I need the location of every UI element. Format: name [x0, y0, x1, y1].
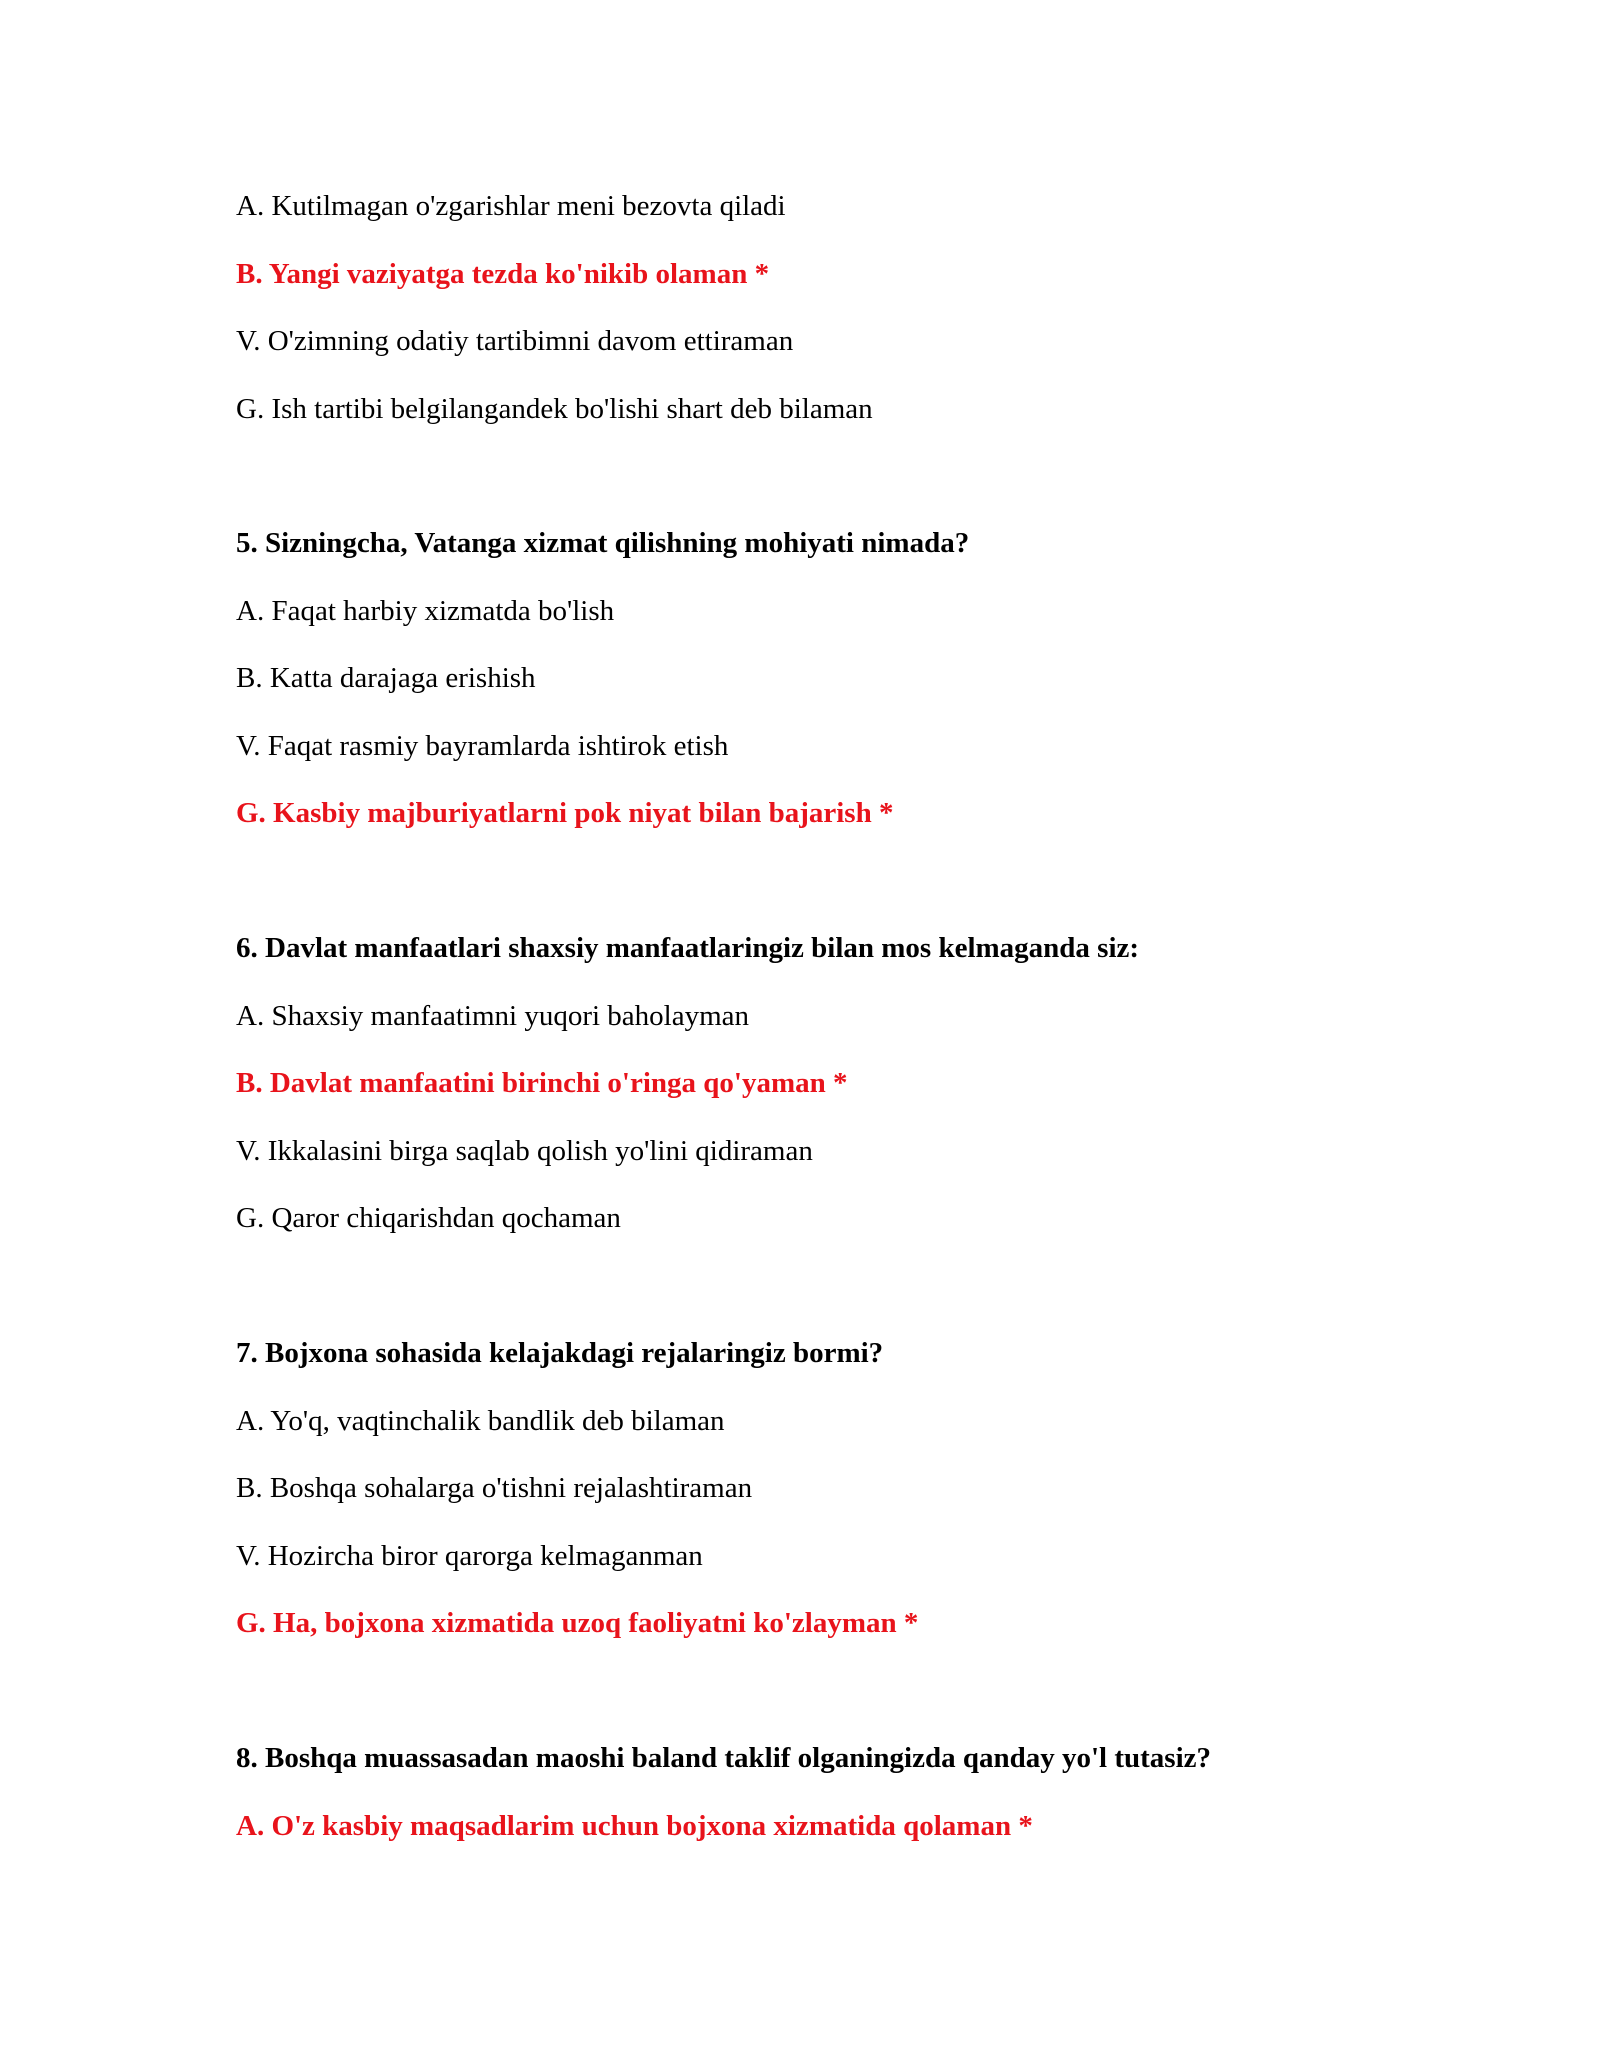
q5-option-g: G. Kasbiy majburiyatlarni pok niyat bilan bajarish * [236, 797, 894, 829]
q6-option-v: V. Ikkalasini birga saqlab qolish yo'lini qidiraman [236, 1135, 813, 1167]
q4-option-b: B. Yangi vaziyatga tezda ko'nikib olaman * [236, 258, 770, 290]
q5-question: 5. Sizningcha, Vatanga xizmat qilishning mohiyati nimada? [236, 527, 970, 559]
q6-option-g: G. Qaror chiqarishdan qochaman [236, 1202, 621, 1234]
q6-option-a: A. Shaxsiy manfaatimni yuqori baholayman [236, 1000, 750, 1032]
q4-option-v: V. O'zimning odatiy tartibimni davom ettiraman [236, 325, 794, 357]
q4-option-g: G. Ish tartibi belgilangandek bo'lishi shart deb bilaman [236, 393, 873, 425]
q4-option-a: A. Kutilmagan o'zgarishlar meni bezovta qiladi [236, 190, 786, 222]
q6-question: 6. Davlat manfaatlari shaxsiy manfaatlaringiz bilan mos kelmaganda siz: [236, 932, 1140, 964]
q7-option-g: G. Ha, bojxona xizmatida uzoq faoliyatni ko'zlayman * [236, 1607, 919, 1639]
q7-option-a: A. Yo'q, vaqtinchalik bandlik deb bilaman [236, 1405, 725, 1437]
q7-option-b: B. Boshqa sohalarga o'tishni rejalashtiraman [236, 1472, 753, 1504]
q7-option-v: V. Hozircha biror qarorga kelmaganman [236, 1540, 703, 1572]
q5-option-a: A. Faqat harbiy xizmatda bo'lish [236, 595, 615, 627]
q5-option-b: B. Katta darajaga erishish [236, 662, 536, 694]
q5-option-v: V. Faqat rasmiy bayramlarda ishtirok etish [236, 730, 729, 762]
q8-question: 8. Boshqa muassasadan maoshi baland taklif olganingizda qanday yo'l tutasiz? [236, 1742, 1211, 1774]
q7-question: 7. Bojxona sohasida kelajakdagi rejalaringiz bormi? [236, 1337, 884, 1369]
q8-option-a: A. O'z kasbiy maqsadlarim uchun bojxona xizmatida qolaman * [236, 1810, 1033, 1842]
q6-option-b: B. Davlat manfaatini birinchi o'ringa qo'yaman * [236, 1067, 848, 1099]
